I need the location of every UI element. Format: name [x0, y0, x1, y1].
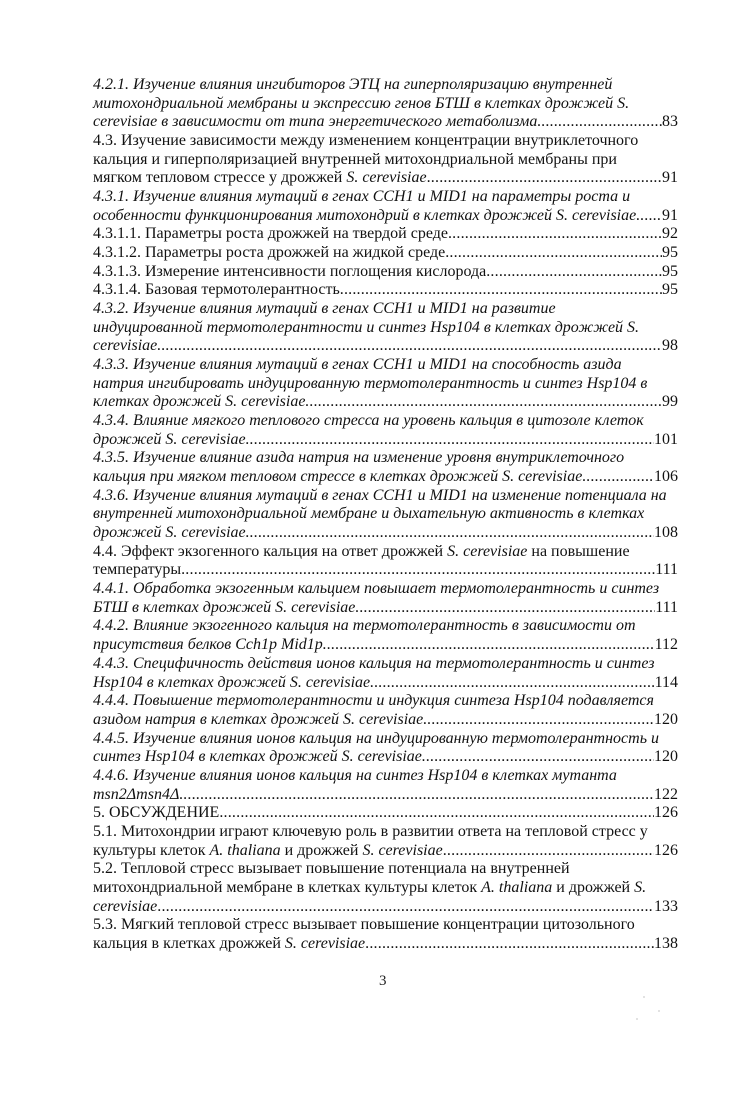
toc-line [93, 711, 678, 730]
scan-speck [636, 1018, 638, 1020]
toc-entry-title: 4.3.3. Изучение влияния мутаций в генах CCH1 и MID1 на способность азида [93, 356, 622, 374]
toc-line [93, 505, 678, 524]
toc-entry-title: 4.4.4. Повышение термотолерантности и индукция синтеза Hsp104 подавляется [93, 692, 654, 710]
toc-entry-title: особенности функционирования митохондрий в клетках дрожжей S. cerevisiae [93, 206, 637, 224]
leader-dots [422, 748, 654, 767]
toc-line [93, 263, 678, 282]
toc-line [93, 879, 678, 898]
leader-dots [582, 468, 654, 487]
toc-line [93, 169, 678, 188]
toc-line [93, 561, 678, 580]
toc-page-number: 112 [654, 636, 678, 654]
toc-line [93, 580, 678, 599]
toc-entry-title: натрия ингибировать индуцированную термотолерантность и синтез Hsp104 в [93, 374, 648, 392]
toc-entry-title: cerevisiae [93, 897, 158, 915]
toc-entry[interactable] [93, 300, 678, 356]
toc-entry[interactable] [93, 188, 678, 225]
toc-entry-title: 4.4.6. Изучение влияния ионов кальция на синтез Hsp104 в клетках мутанта [93, 766, 617, 784]
toc-line [93, 655, 678, 674]
toc-entry[interactable] [93, 449, 678, 486]
leader-dots [443, 842, 654, 861]
toc-line [93, 898, 678, 917]
toc-page-number: 120 [654, 748, 678, 766]
toc-line [93, 692, 678, 711]
toc-entry-title: 4.4.1. Обработка экзогенным кальцием повышает термотолерантность и синтез [93, 580, 660, 598]
toc-entry[interactable] [93, 804, 678, 823]
toc-line [93, 860, 678, 879]
toc-line [93, 319, 678, 338]
toc-entry-title: митохондриальной мембраны и экспрессию генов БТШ в клетках дрожжей S. [93, 94, 630, 112]
toc-line [93, 468, 678, 487]
toc-entry-title: 4.3.1.4. Базовая термотолерантность [93, 281, 340, 299]
toc-line [93, 300, 678, 319]
leader-dots [423, 711, 654, 730]
leader-dots [537, 113, 662, 132]
toc-page-number: 101 [654, 430, 678, 448]
toc-entry[interactable] [93, 281, 678, 300]
toc-page-number: 95 [662, 244, 678, 262]
toc-entry-title: 4.4.5. Изучение влияния ионов кальция на индуцированную термотолерантность и [93, 729, 659, 747]
leader-dots [370, 674, 654, 693]
toc-entry[interactable] [93, 823, 678, 860]
toc-page-number: 83 [662, 113, 678, 131]
toc-entry[interactable] [93, 580, 678, 617]
toc-line [93, 543, 678, 562]
toc-entry-title: 4.2.1. Изучение влияния ингибиторов ЭТЦ на гиперполяризацию внутренней [93, 76, 613, 93]
toc-entry-title: 4.4. Эффект экзогенного кальция на ответ дрожжей S. cerevisiae на повышение [93, 542, 630, 560]
toc-entry[interactable] [93, 412, 678, 449]
toc-page-number: 108 [654, 524, 678, 542]
toc-page-number: 120 [654, 710, 678, 728]
toc-entry-title: 4.3.1.2. Параметры роста дрожжей на жидкой среде [93, 244, 446, 262]
toc-page-number: 122 [654, 785, 678, 803]
toc-entry-title: 4.3.1. Изучение влияния мутаций в генах CCH1 и MID1 на параметры роста и [93, 188, 631, 206]
toc-page-number: 91 [662, 206, 678, 224]
toc-entry-title: температуры [93, 561, 182, 579]
leader-dots [157, 337, 662, 356]
toc-entry[interactable] [93, 244, 678, 263]
toc-page-number: 91 [662, 169, 678, 187]
toc-entry[interactable] [93, 767, 678, 804]
toc-line [93, 842, 678, 861]
toc-entry[interactable] [93, 916, 678, 953]
toc-page-number: 111 [655, 598, 678, 616]
toc-page-number: 133 [654, 897, 678, 915]
leader-dots [246, 431, 654, 450]
toc-line [93, 636, 678, 655]
toc-entry[interactable] [93, 263, 678, 282]
toc-entry-title: индуцированной термотолерантности и синтез Hsp104 в клетках дрожжей S. [93, 318, 640, 336]
toc-line [93, 730, 678, 749]
toc-entry[interactable] [93, 76, 678, 132]
toc-entry-title: БТШ в клетках дрожжей S. cerevisiae [93, 598, 356, 616]
toc-line [93, 431, 678, 450]
leader-dots [445, 244, 662, 263]
toc-line [93, 113, 678, 132]
toc-entry-title: cerevisiae [93, 337, 158, 355]
toc-line [93, 916, 678, 935]
toc-entry-title: митохондриальной мембране в клетках культуры клеток A. thaliana и дрожжей S. [93, 878, 647, 896]
toc-line [93, 207, 678, 226]
toc-line [93, 244, 678, 263]
toc-entry-title: клетках дрожжей S. cerevisiae [93, 393, 306, 411]
toc-entry[interactable] [93, 617, 678, 654]
toc-entry-title: msn2Δmsn4Δ [93, 785, 180, 803]
toc-line [93, 225, 678, 244]
toc-entry-title: дрожжей S. cerevisiae [93, 524, 246, 542]
toc-entry-title: 5.1. Митохондрии играют ключевую роль в развитии ответа на тепловой стресс у [93, 822, 648, 840]
toc-entry-title: 4.3. Изучение зависимости между изменением концентрации внутриклеточного [93, 132, 639, 150]
toc-entry[interactable] [93, 543, 678, 580]
toc-entry-title: 4.3.6. Изучение влияния мутаций в генах CCH1 и MID1 на изменение потенциала на [93, 486, 667, 504]
toc-page-number: 138 [654, 934, 678, 952]
toc-entry[interactable] [93, 132, 678, 188]
toc-entry-title: 5.3. Мягкий тепловой стресс вызывает повышение концентрации цитозольного [93, 916, 635, 934]
toc-page-number: 99 [662, 393, 678, 411]
toc-entry[interactable] [93, 692, 678, 729]
toc-line [93, 748, 678, 767]
toc-page-number: 92 [662, 225, 678, 243]
leader-dots [340, 281, 662, 300]
leader-dots [305, 393, 662, 412]
page-number: 3 [379, 973, 387, 989]
toc-line [93, 804, 678, 823]
leader-dots [323, 636, 655, 655]
toc-entry-title: cerevisiae в зависимости от типа энергетического метаболизма [93, 113, 538, 131]
toc-entry-title: кальция в клетках дрожжей S. cerevisiae [93, 934, 366, 952]
table-of-contents [93, 76, 678, 954]
toc-line [93, 281, 678, 300]
leader-dots [181, 561, 655, 580]
leader-dots [486, 263, 662, 282]
leader-dots [246, 524, 654, 543]
toc-line [93, 76, 678, 95]
toc-entry-title: 4.3.5. Изучение влияние азида натрия на изменение уровня внутриклеточного [93, 449, 625, 467]
toc-entry-title: Hsp104 в клетках дрожжей S. cerevisiae [93, 673, 371, 691]
toc-page-number: 126 [654, 841, 678, 859]
toc-entry-title: кальция и гиперполяризацией внутренней митохондриальной мембраны при [93, 150, 617, 168]
toc-line [93, 375, 678, 394]
leader-dots [427, 169, 662, 188]
toc-entry-title: 4.4.2. Влияние экзогенного кальция на термотолерантность в зависимости от [93, 617, 636, 635]
toc-entry[interactable] [93, 730, 678, 767]
toc-line [93, 599, 678, 618]
toc-line [93, 935, 678, 954]
leader-dots [636, 207, 662, 226]
toc-page-number: 111 [655, 561, 678, 579]
toc-line [93, 524, 678, 543]
toc-page-number: 114 [654, 673, 678, 691]
toc-line [93, 786, 678, 805]
scan-speck [643, 996, 645, 998]
toc-entry-title: внутренней митохондриальной мембране и дыхательную активность в клетках [93, 505, 645, 523]
toc-entry-title: 5. ОБСУЖДЕНИЕ [93, 804, 220, 822]
toc-line [93, 487, 678, 506]
leader-dots [179, 786, 654, 805]
scan-speck [658, 1010, 660, 1012]
toc-page-number: 106 [654, 468, 678, 486]
toc-line [93, 674, 678, 693]
leader-dots [157, 898, 654, 917]
toc-line [93, 132, 678, 151]
toc-entry-title: присутствия белков Cch1p Mid1p [93, 636, 323, 654]
toc-entry-title: 4.4.3. Специфичность действия ионов кальция на термотолерантность и синтез [93, 654, 655, 672]
toc-entry-title: кальция при мягком тепловом стрессе в клетках дрожжей S. cerevisiae [93, 468, 583, 486]
toc-entry-title: 4.3.1.3. Измерение интенсивности поглощения кислорода [93, 262, 487, 280]
toc-entry-title: 5.2. Тепловой стресс вызывает повышение потенциала на внутренней [93, 860, 570, 878]
toc-entry[interactable] [93, 356, 678, 412]
toc-line [93, 449, 678, 468]
toc-entry-title: культуры клеток A. thaliana и дрожжей S. cerevisiae [93, 841, 443, 859]
leader-dots [365, 935, 654, 954]
leader-dots [355, 599, 655, 618]
toc-line [93, 151, 678, 170]
toc-entry[interactable] [93, 655, 678, 692]
toc-entry-title: мягком тепловом стрессе у дрожжей S. cerevisiae [93, 169, 427, 187]
toc-line [93, 393, 678, 412]
leader-dots [219, 804, 654, 823]
toc-entry-title: синтез Hsp104 в клетках дрожжей S. cerevisiae [93, 748, 422, 766]
toc-page-number: 126 [654, 804, 678, 822]
toc-entry-title: дрожжей S. cerevisiae [93, 430, 246, 448]
toc-entry[interactable] [93, 487, 678, 543]
toc-page-number: 95 [662, 262, 678, 280]
toc-entry-title: азидом натрия в клетках дрожжей S. cerevisiae [93, 710, 424, 728]
toc-line [93, 767, 678, 786]
toc-line [93, 95, 678, 114]
toc-entry-title: 4.3.4. Влияние мягкого теплового стресса на уровень кальция в цитозоле клеток [93, 412, 644, 430]
toc-line [93, 337, 678, 356]
toc-line [93, 412, 678, 431]
toc-page-number: 95 [662, 281, 678, 299]
toc-line [93, 188, 678, 207]
toc-entry-title: 4.3.1.1. Параметры роста дрожжей на твердой среде [93, 225, 448, 243]
toc-page-number: 98 [662, 337, 678, 355]
toc-line [93, 823, 678, 842]
toc-line [93, 617, 678, 636]
toc-entry-title: 4.3.2. Изучение влияния мутаций в генах CCH1 и MID1 на развитие [93, 300, 556, 318]
leader-dots [448, 225, 662, 244]
toc-line [93, 356, 678, 375]
toc-entry[interactable] [93, 860, 678, 916]
toc-entry[interactable] [93, 225, 678, 244]
